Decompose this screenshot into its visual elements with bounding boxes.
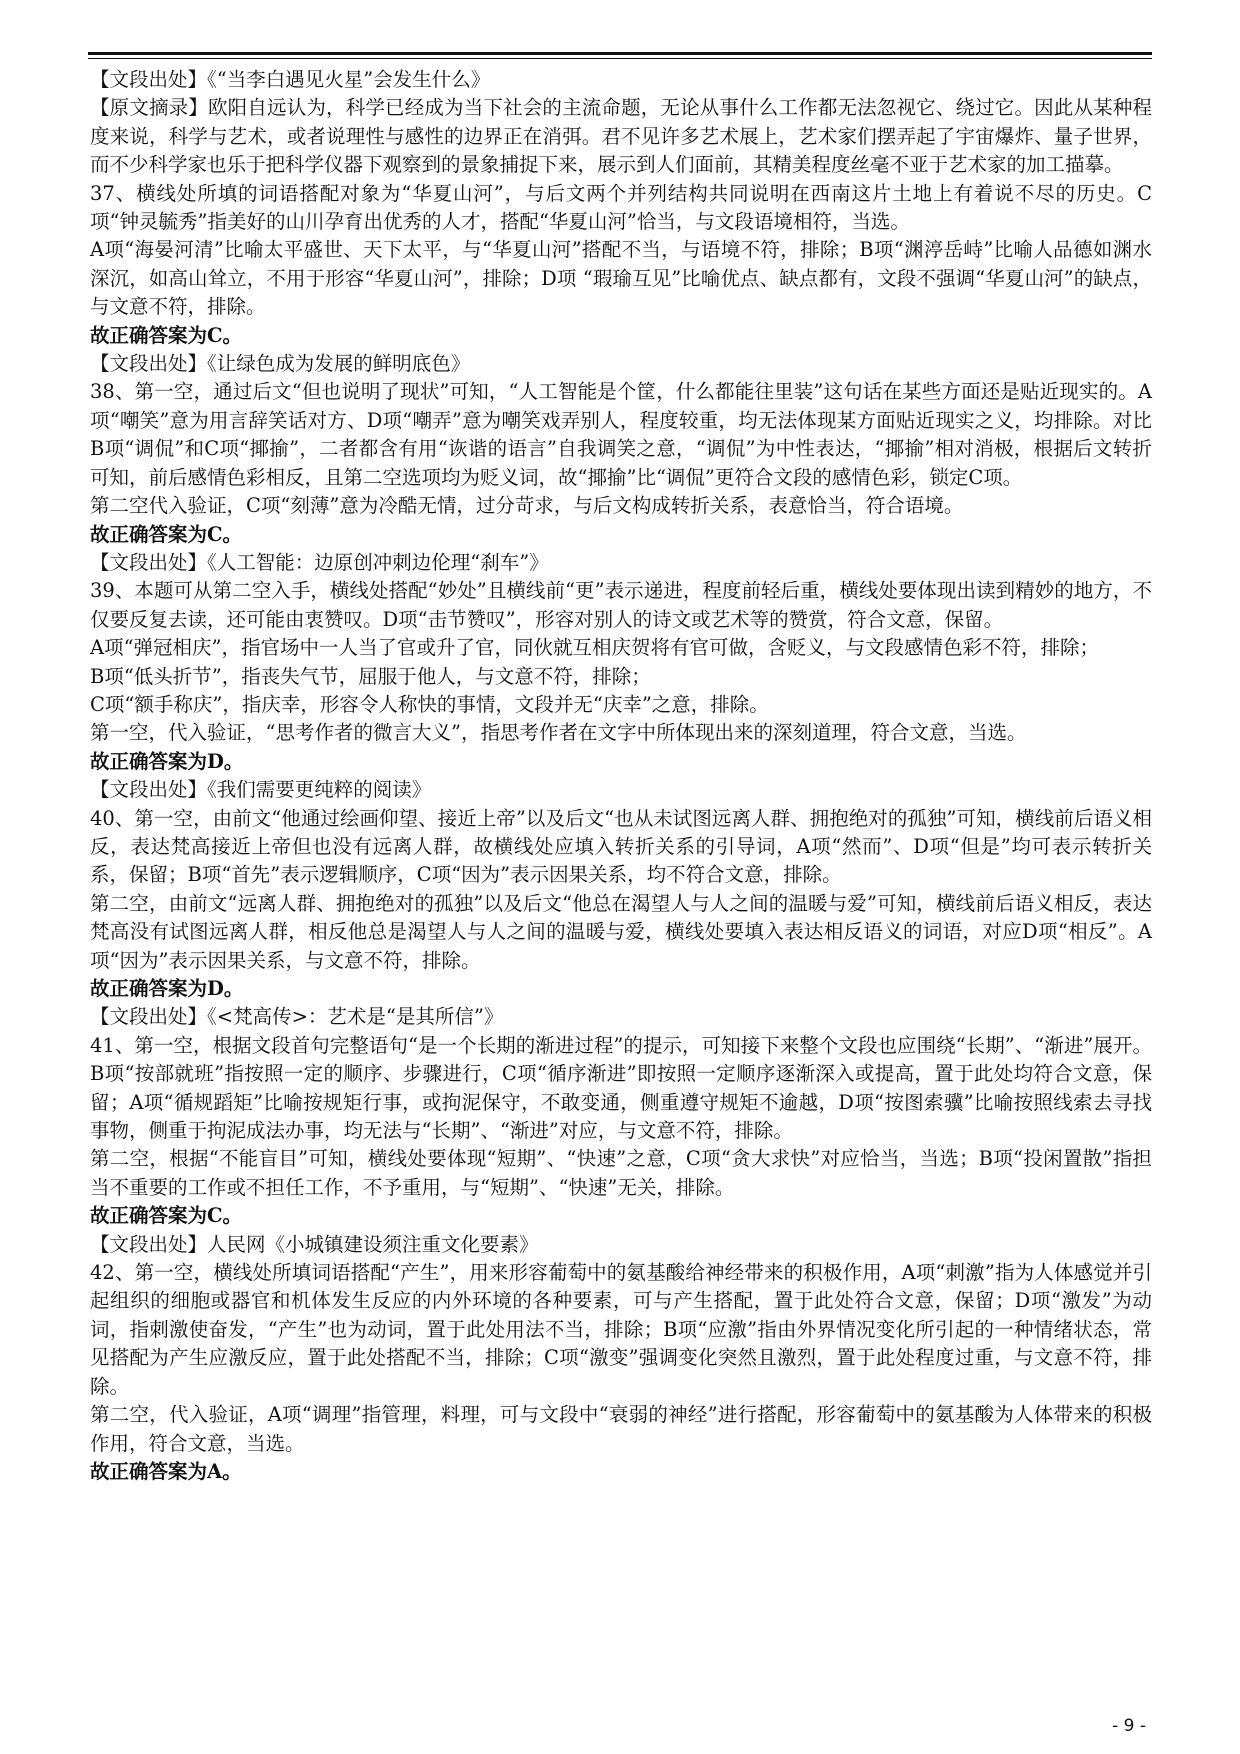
paragraph-q39-answer: 故正确答案为D。 [90,749,244,773]
paragraph-q42-answer: 故正确答案为A。 [90,1459,242,1483]
paragraph-q42-second-blank: 第二空，代入验证，A项“调理”指管理，料理，可与文段中“衰弱的神经”进行搭配，形容葡萄中的氨基酸为人体带来的积极作用，符合文意，当选。 [90,1403,1152,1455]
paragraph-q40-answer: 故正确答案为D。 [90,977,244,1000]
paragraph-source-36: 【文段出处】《“当李白遇见火星”会发生什么》 [90,68,491,91]
paragraph-excerpt-36: 【原文摘录】欧阳自远认为，科学已经成为当下社会的主流命题，无论从事什么工作都无法忽视它、绕过它。因此从某种程度来说，科学与艺术，或者说理性与感性的边界正在消弭。君不见许多艺术展上，艺术家们摆弄起了宇宙爆炸、量子世界，而不少科学家也乐于把科学仪器下观察到的景象捕捉下来，展示到人们面前，其精美程度丝毫不亚于艺术家的加工描摹。 [90,96,1152,177]
header-rule-thick [88,52,1152,55]
paragraph-q38-second-blank: 第二空代入验证，C项“刻薄”意为冷酷无情，过分苛求，与后文构成转折关系，表意恰当，符合语境。 [90,494,964,518]
paragraph-q41-answer: 故正确答案为C。 [90,1204,243,1228]
paragraph-q39-first-blank: 第一空，代入验证，“思考作者的微言大义”，指思考作者在文字中所体现出来的深刻道理，符合文意，当选。 [90,721,1027,745]
paragraph-q38-answer: 故正确答案为C。 [90,522,243,546]
paragraph-q42-analysis: 42、第一空，横线处所填词语搭配“产生”，用来形容葡萄中的氨基酸给神经带来的积极作用，A项“刺激”指为人体感觉并引起组织的细胞或器官和机体发生反应的内外环境的各种要素，可与产生搭配，置于此处符合文意，保留；D项“激发”为动词，指刺激使奋发，“产生”也为动词，置于此处用法不当，排除；B项“应激”指由外界情况变化所引起的一种情绪状态，常见搭配为产生应激反应，置于此处搭配不当，排除；C项“激变”强调变化突然且激烈，置于此处程度过重，与文意不符，排除。 [90,1261,1152,1398]
paragraph-q39-option-a: A项“弹冠相庆”，指官场中一人当了官或升了官，同伙就互相庆贺将有官可做，含贬义，与文段感情色彩不符，排除； [90,636,1100,660]
paragraph-q37-options: A项“海晏河清”比喻太平盛世、天下太平，与“华夏山河”搭配不当，与语境不符，排除；B项“渊渟岳峙”比喻人品德如渊水深沉，如高山耸立，不用于形容“华夏山河”，排除；D项 “瑕瑜互见”比喻优点、缺点都有，文段不强调“华夏山河”的缺点，与文意不符，排除。 [90,238,1152,319]
paragraph-q39-option-c: C项“额手称庆”，指庆幸，形容令人称快的事情，文段并无“庆幸”之意，排除。 [90,692,769,716]
page-content [90,66,1152,1486]
paragraph-q41-analysis: 41、第一空，根据文段首句完整语句“是一个长期的渐进过程”的提示，可知接下来整个文段也应围绕“长期”、“渐进”展开。B项“按部就班”指按照一定的顺序、步骤进行，C项“循序渐进”即按照一定顺序逐渐深入或提高，置于此处均符合文意，保留；A项“循规蹈矩”比喻按规矩行事，或拘泥保守，不敢变通，侧重遵守规矩不逾越，D项“按图索骥”比喻按照线索去寻找事物，侧重于拘泥成法办事，均无法与“长期”、“渐进”对应，与文意不符，排除。 [90,1033,1152,1143]
header-rule-thin [88,58,1152,59]
page-number: - 9 - [1112,1716,1146,1736]
paragraph-q40-second-blank: 第二空，由前文“远离人群、拥抱绝对的孤独”以及后文“他总在渴望人与人之间的温暖与爱”可知，横线前后语义相反，表达梵高没有试图远离人群，相反他总是渴望人与人之间的温暖与爱，横线处要填入表达相反语义的词语，对应D项“相反”。A项“因为”表示因果关系，与文意不符，排除。 [90,891,1152,972]
paragraph-source-41: 【文段出处】人民网《小城镇建设须注重文化要素》 [90,1232,539,1256]
paragraph-q41-second-blank: 第二空，根据“不能盲目”可知，横线处要体现“短期”、“快速”之意，C项“贪大求快”对应恰当，当选；B项“投闲置散”指担当不重要的工作或不担任工作，不予重用，与“短期”、“快速”无关，排除。 [90,1147,1152,1199]
paragraph-q39-option-b: B项“低头折节”，指丧失气节，屈服于他人，与文意不符，排除； [90,664,651,688]
paragraph-source-38: 【文段出处】《人工智能：边原创冲刺边伦理“刹车”》 [90,550,549,574]
paragraph-q40-analysis: 40、第一空，由前文“他通过绘画仰望、接近上帝”以及后文“也从未试图远离人群、拥抱绝对的孤独”可知，横线前后语义相反，表达梵高接近上帝但也没有远离人群，故横线处应填入转折关系的引导词，A项“然而”、D项“但是”均可表示转折关系，保留；B项“首先”表示逻辑顺序，C项“因为”表示因果关系，均不符合文意，排除。 [90,806,1152,887]
paragraph-q38-analysis: 38、第一空，通过后文“但也说明了现状”可知，“人工智能是个筐，什么都能往里装”这句话在某些方面还是贴近现实的。A项“嘲笑”意为用言辞笑话对方、D项“嘲弄”意为嘲笑戏弄别人，程度较重，均无法体现某方面贴近现实之义，均排除。对比B项“调侃”和C项“揶揄”，二者都含有用“诙谐的语言”自我调笑之意，“调侃”为中性表达，“揶揄”相对消极，根据后文转折可知，前后感情色彩相反，且第二空选项均为贬义词，故“揶揄”比“调侃”更符合文段的感情色彩，锁定C项。 [90,380,1152,489]
paragraph-q37-analysis: 37、横线处所填的词语搭配对象为“华夏山河”，与后文两个并列结构共同说明在西南这片土地上有着说不尽的历史。C项“钟灵毓秀”指美好的山川孕育出优秀的人才，搭配“华夏山河”恰当，与文段语境相符，当选。 [90,181,1152,234]
paragraph-source-39: 【文段出处】《我们需要更纯粹的阅读》 [90,778,432,802]
paragraph-source-40: 【文段出处】《<梵高传>：艺术是“是其所信”》 [90,1005,504,1029]
paragraph-source-37: 【文段出处】《让绿色成为发展的鲜明底色》 [90,352,471,376]
paragraph-q39-analysis: 39、本题可从第二空入手，横线处搭配“妙处”且横线前“更”表示递进，程度前轻后重，横线处要体现出读到精妙的地方，不仅要反复去读，还可能由衷赞叹。D项“击节赞叹”，形容对别人的诗文或艺术等的赞赏，符合文意，保留。 [90,579,1152,631]
paragraph-q37-answer: 故正确答案为C。 [90,323,243,347]
